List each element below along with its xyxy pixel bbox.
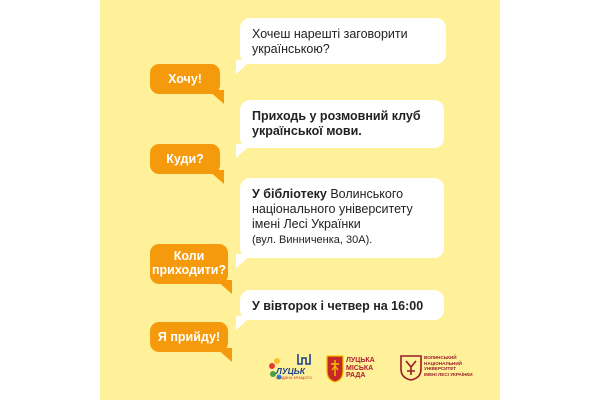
reply-text-line1: Коли <box>173 249 205 264</box>
message-bubble-schedule <box>240 290 444 320</box>
message-text: Волинського національного університету імені Лесі Українки <box>252 187 413 231</box>
reply-text-line2: приходити? <box>151 263 227 277</box>
message-text: Хочеш нарешті заговорити українською? <box>252 27 408 56</box>
university-line1: ВОЛИНСЬКИЙ <box>424 355 457 360</box>
university-crest-icon <box>400 355 422 381</box>
partner-logos <box>268 350 500 390</box>
message-bubble-question <box>240 18 446 64</box>
reply-bubble-want <box>150 64 220 94</box>
university-logo-text <box>424 355 500 377</box>
poster <box>100 0 500 400</box>
reply-bubble-will-come <box>150 322 228 352</box>
lutsk-city-logo <box>268 350 320 390</box>
message-text: У вівторок і четвер на 16:00 <box>252 299 424 313</box>
lutsk-city-council-logo <box>326 350 396 390</box>
reply-text: Я прийду! <box>157 329 221 344</box>
message-text: Приходь у розмовний клуб української мови. <box>252 109 421 138</box>
lutsk-logo-text: ЛУЦЬК <box>276 366 306 376</box>
message-bubble-invitation <box>240 100 444 148</box>
address-text: (вул. Винниченка, 30А). <box>252 234 373 246</box>
message-bubble-location <box>240 178 444 258</box>
university-line3: УНІВЕРСИТЕТ <box>424 366 457 372</box>
university-line4: ІМЕНІ ЛЕСІ УКРАЇНКИ <box>424 371 473 377</box>
council-line2: МІСЬКА <box>346 364 374 372</box>
lutsk-logo-tagline: ЛЮДИНА КРАЩОГО <box>276 376 313 380</box>
reply-bubble-when <box>150 244 228 284</box>
university-line2: НАЦІОНАЛЬНИЙ <box>424 360 462 366</box>
reply-text: Хочу! <box>168 71 202 86</box>
reply-text: Куди? <box>166 151 204 166</box>
volyn-university-logo <box>400 350 500 390</box>
council-line3: РАДА <box>346 372 366 380</box>
council-logo-text <box>346 357 375 380</box>
message-text-bold: У бібліотеку <box>252 187 327 201</box>
reply-bubble-where <box>150 144 220 174</box>
council-line1: ЛУЦЬКА <box>346 357 375 364</box>
coat-of-arms-icon <box>326 355 344 383</box>
